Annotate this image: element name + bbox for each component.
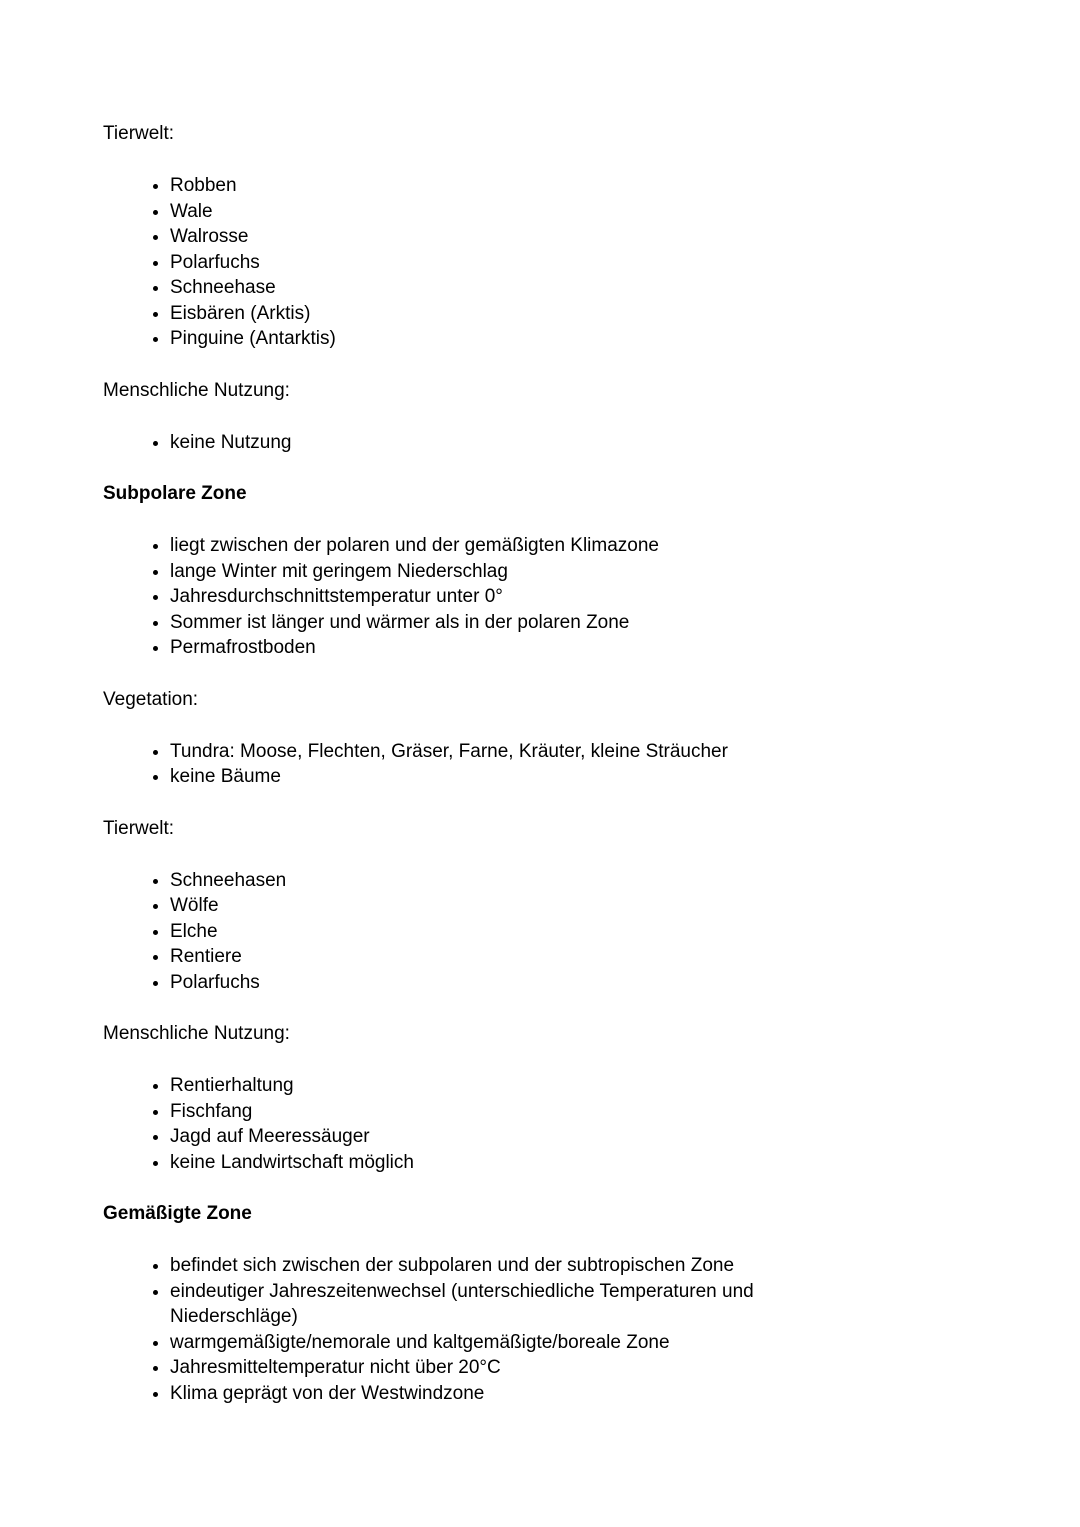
list-item: • liegt zwischen der polaren und der gemäßigten Klimazone	[170, 533, 863, 559]
section-heading: Tierwelt:	[103, 123, 175, 144]
list-item: • keine Nutzung	[170, 430, 863, 456]
bullet-list	[103, 1073, 863, 1175]
document-section	[103, 687, 863, 790]
list-item: • Wölfe	[170, 893, 863, 919]
bullet-list	[103, 739, 863, 790]
list-item: • Polarfuchs	[170, 250, 863, 276]
list-item: • Schneehasen	[170, 868, 863, 894]
list-item: • Robben	[170, 173, 863, 199]
list-item: • Klima geprägt von der Westwindzone	[170, 1381, 863, 1407]
list-item: • Pinguine (Antarktis)	[170, 326, 863, 352]
document-section	[103, 481, 863, 661]
section-heading: Menschliche Nutzung:	[103, 1023, 290, 1044]
list-item: • Elche	[170, 919, 863, 945]
section-heading: Subpolare Zone	[103, 483, 247, 504]
bullet-list	[103, 868, 863, 996]
section-heading: Gemäßigte Zone	[103, 1203, 252, 1224]
list-item: • Wale	[170, 199, 863, 225]
list-item: • Permafrostboden	[170, 635, 863, 661]
list-item: • Jahresmitteltemperatur nicht über 20°C	[170, 1355, 863, 1381]
list-item: • Eisbären (Arktis)	[170, 301, 863, 327]
section-heading: Vegetation:	[103, 688, 199, 710]
list-item: • Fischfang	[170, 1099, 863, 1125]
list-item: • lange Winter mit geringem Niederschlag	[170, 559, 863, 585]
document-section	[103, 121, 863, 352]
list-item: • Rentiere	[170, 944, 863, 970]
list-item: • Jahresdurchschnittstemperatur unter 0°	[170, 584, 863, 610]
list-item: • warmgemäßigte/nemorale und kaltgemäßigte/boreale Zone	[170, 1330, 863, 1356]
section-heading: Menschliche Nutzung:	[103, 379, 290, 401]
list-item: • Sommer ist länger und wärmer als in der polaren Zone	[170, 610, 863, 636]
document-content	[103, 121, 863, 1406]
section-heading: Tierwelt:	[103, 817, 175, 839]
list-item: • befindet sich zwischen der subpolaren und der subtropischen Zone	[170, 1253, 863, 1279]
list-item: • Tundra: Moose, Flechten, Gräser, Farne, Kräuter, kleine Sträucher	[170, 739, 863, 765]
list-item: • eindeutiger Jahreszeitenwechsel (unterschiedliche Temperaturen und Niederschläge)	[170, 1279, 863, 1330]
list-item: • Walrosse	[170, 224, 863, 250]
document-section	[103, 378, 863, 456]
document-section	[103, 1201, 863, 1406]
list-item: • Rentierhaltung	[170, 1073, 863, 1099]
bullet-list	[103, 430, 863, 456]
list-item: • keine Bäume	[170, 764, 863, 790]
bullet-list	[103, 533, 863, 661]
bullet-list	[103, 173, 863, 352]
list-item: • keine Landwirtschaft möglich	[170, 1150, 863, 1176]
bullet-list	[103, 1253, 863, 1406]
list-item: • Polarfuchs	[170, 970, 863, 996]
document-section	[103, 816, 863, 996]
list-item: • Jagd auf Meeressäuger	[170, 1124, 863, 1150]
list-item: • Schneehase	[170, 275, 863, 301]
document-section	[103, 1021, 863, 1175]
